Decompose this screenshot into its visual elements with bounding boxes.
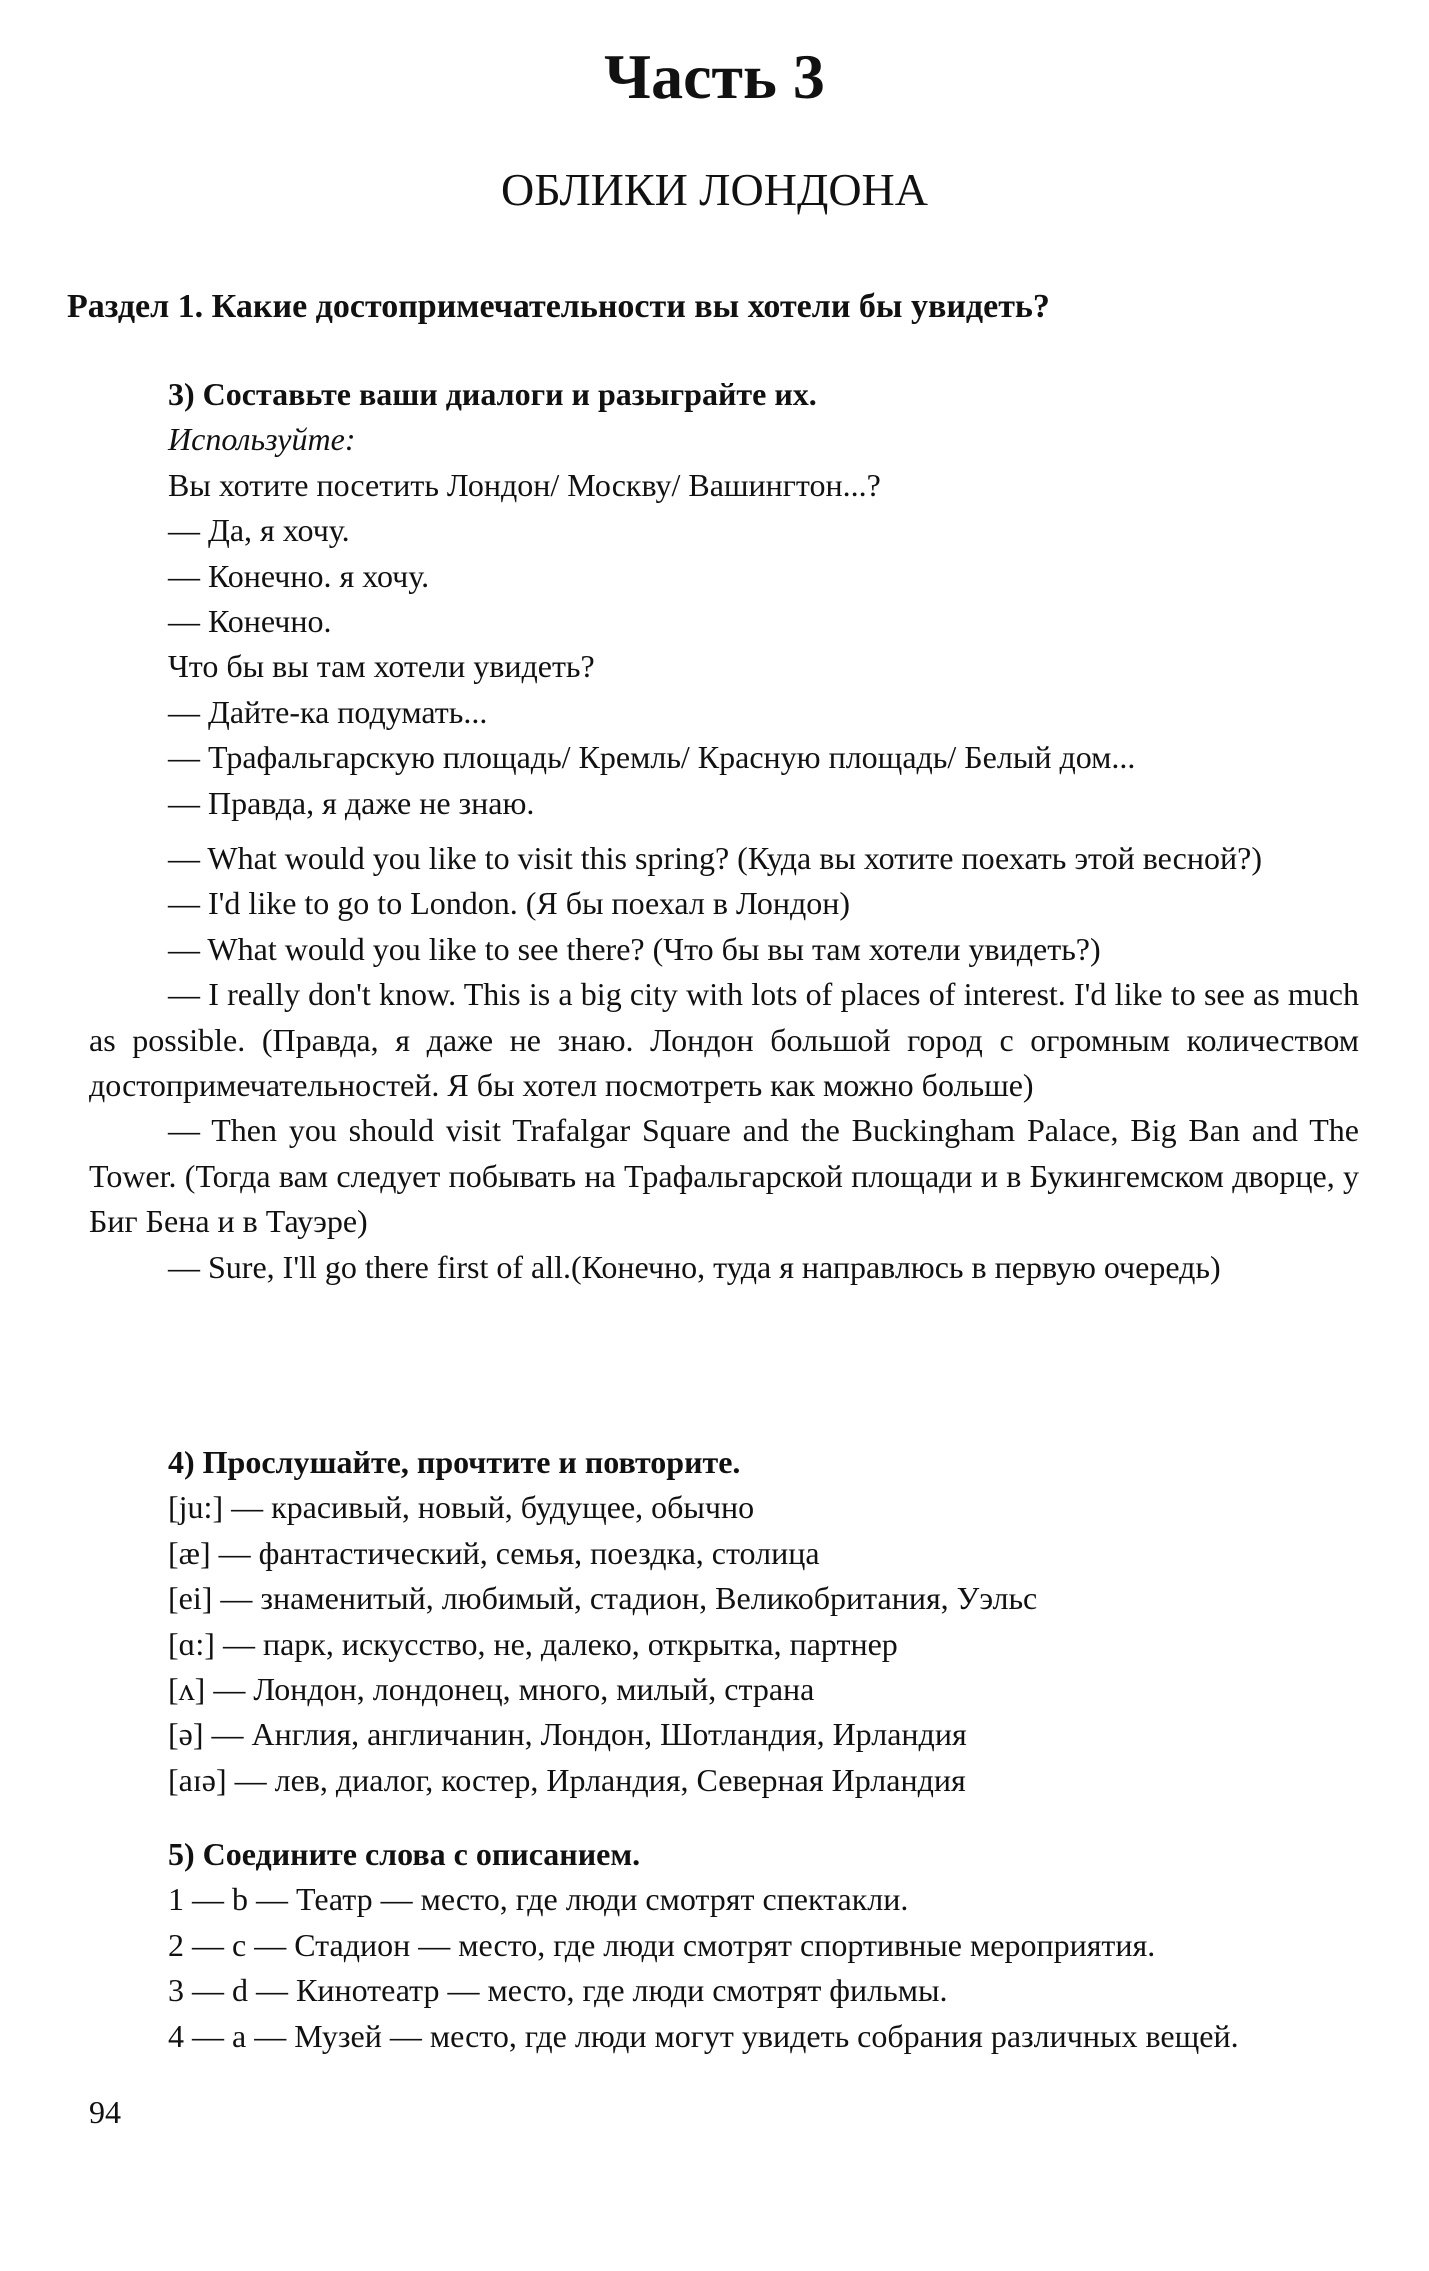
match-line: 3 — d — Кинотеатр — место, где люди смотрят фильмы. <box>168 1972 948 2009</box>
dialogue-line: — Then you should visit Trafalgar Square and the Buckingham Palace, Big Ban and The Tower. (Тогда вам следует побывать на Трафальгарской площади и в Букингемском дворце, у Биг Бена и в Тауэре) <box>89 1112 1359 1240</box>
phrase-line: — Трафальгарскую площадь/ Кремль/ Красную площадь/ Белый дом... <box>168 739 1136 776</box>
task-3-heading: 3) Составьте ваши диалоги и разыграйте их. <box>168 376 817 412</box>
chapter-title: ОБЛИКИ ЛОНДОНА <box>501 164 928 215</box>
task-4 <box>89 1440 1359 1803</box>
use-label: Используйте: <box>168 421 356 458</box>
dialogue-line: — I really don't know. This is a big city with lots of places of interest. I'd like to see as much as possible. (Правда, я даже не знаю. Лондон большой город с огромным количеством достопримечательностей. Я бы хотел посмотреть как можно больше) <box>89 976 1359 1104</box>
phonetic-line: [ju:] — красивый, новый, будущее, обычно <box>168 1489 755 1526</box>
task-5 <box>89 1832 1359 2059</box>
dialogue-line: — What would you like to visit this spring? (Куда вы хотите поехать этой весной?) <box>168 840 1262 876</box>
match-line: 1 — b — Театр — место, где люди смотрят спектакли. <box>168 1881 909 1918</box>
phonetic-line: [ei] — знаменитый, любимый, стадион, Великобритания, Уэльс <box>168 1580 1038 1617</box>
phrase-line: — Правда, я даже не знаю. <box>168 784 535 821</box>
match-line: 4 — a — Музей — место, где люди могут увидеть собрания различных вещей. <box>168 2017 1239 2054</box>
match-line: 2 — c — Стадион — место, где люди смотрят спортивные мероприятия. <box>168 1926 1156 1963</box>
dialogue-line: — Sure, I'll go there first of all.(Конечно, туда я направлюсь в первую очередь) <box>168 1248 1221 1285</box>
phrase-line: — Конечно. я хочу. <box>168 557 430 594</box>
task-4-heading: 4) Прослушайте, прочтите и повторите. <box>168 1444 741 1480</box>
phonetic-line: [ə] — Англия, англичанин, Лондон, Шотландия, Ирландия <box>168 1716 967 1753</box>
task-3 <box>89 372 1359 826</box>
phrase-line: — Конечно. <box>168 603 332 640</box>
phrase-line: Вы хотите посетить Лондон/ Москву/ Вашингтон...? <box>168 466 881 503</box>
phrase-line: — Дайте-ка подумать... <box>168 693 488 730</box>
dialogue-line: — I'd like to go to London. (Я бы поехал в Лондон) <box>168 885 851 922</box>
phonetic-line: [æ] — фантастический, семья, поездка, столица <box>168 1534 820 1571</box>
phonetic-line: [ʌ] — Лондон, лондонец, много, милый, страна <box>168 1671 815 1708</box>
phonetic-line: [aɪə] — лев, диалог, костер, Ирландия, Северная Ирландия <box>168 1761 966 1798</box>
task-5-heading: 5) Соедините слова с описанием. <box>168 1836 641 1872</box>
part-title: Часть 3 <box>604 41 825 112</box>
dialogue-line: — What would you like to see there? (Что бы вы там хотели увидеть?) <box>168 930 1101 967</box>
phonetic-line: [ɑ:] — парк, искусство, не, далеко, открытка, партнер <box>168 1625 898 1662</box>
phrase-line: — Да, я хочу. <box>168 512 350 549</box>
section-heading: Раздел 1. Какие достопримечательности вы хотели бы увидеть? <box>67 288 1050 325</box>
phrase-line: Что бы вы там хотели увидеть? <box>168 648 595 685</box>
page-number: 94 <box>89 2094 121 2130</box>
dialogue <box>89 836 1359 1290</box>
